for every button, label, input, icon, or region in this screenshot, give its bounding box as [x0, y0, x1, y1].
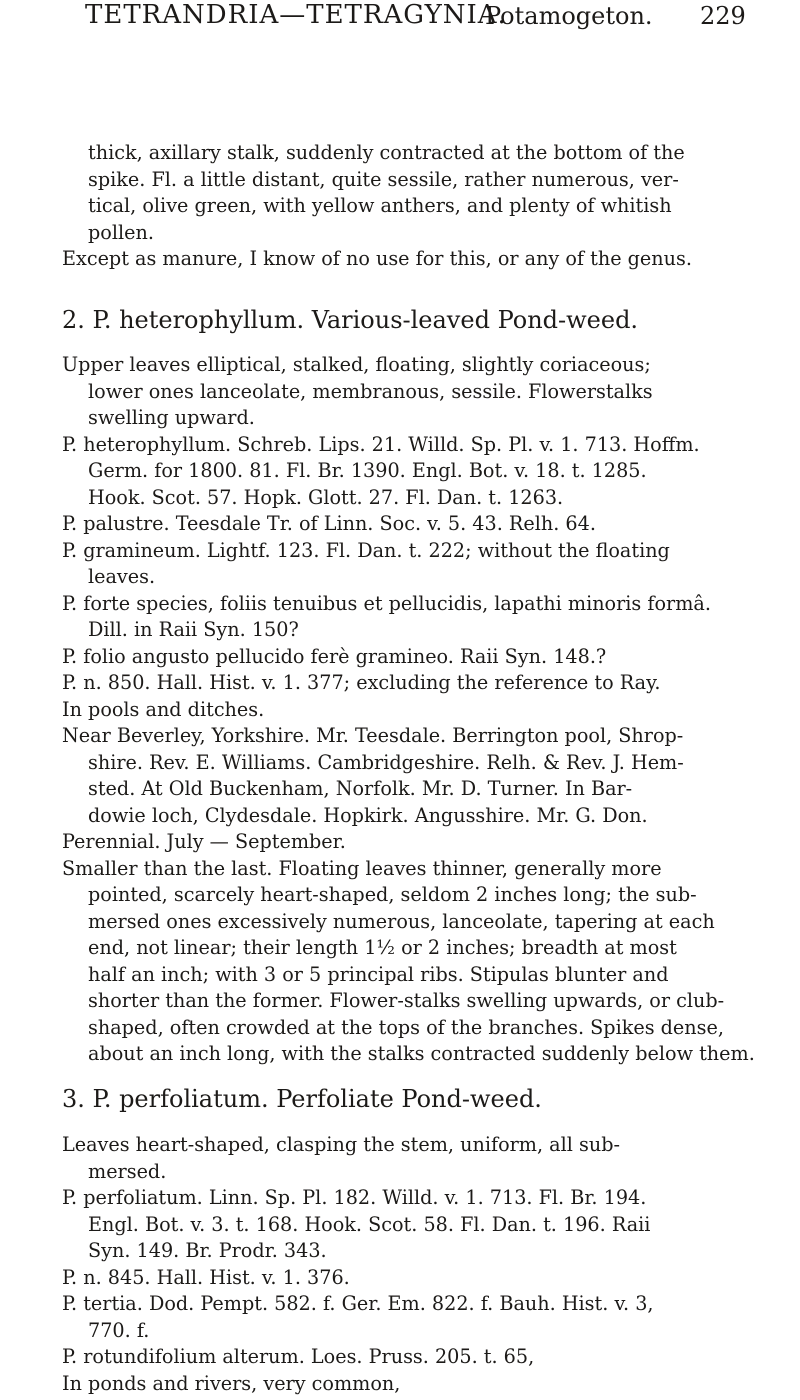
- text-line: P. forte species, foliis tenuibus et pellucidis, lapathi minoris formâ.: [62, 591, 711, 615]
- text-line: shaped, often crowded at the tops of the branches. Spikes dense,: [88, 1015, 724, 1039]
- text-line: pointed, scarcely heart-shaped, seldom 2 inches long; the sub-: [88, 883, 697, 906]
- text-line: pollen.: [88, 220, 154, 244]
- text-line: half an inch; with 3 or 5 principal ribs. Stipulas blunter and: [88, 962, 669, 986]
- text-line: sted. At Old Buckenham, Norfolk. Mr. D. Turner. In Bar-: [88, 777, 633, 800]
- text-line: thick, axillary stalk, suddenly contracted at the bottom of the: [88, 141, 685, 164]
- text-line: end, not linear; their length 1½ or 2 inches; breadth at most: [88, 936, 677, 959]
- text-line: Dill. in Raii Syn. 150?: [88, 618, 299, 641]
- text-line: 770. f.: [88, 1318, 150, 1342]
- text-line: In pools and ditches.: [62, 697, 265, 721]
- text-line: P. gramineum. Lightf. 123. Fl. Dan. t. 222; without the floating: [62, 538, 670, 562]
- running-title: TETRANDRIA—TETRAGYNIA.: [85, 0, 507, 30]
- text-line: P. tertia. Dod. Pempt. 582. f. Ger. Em. 822. f. Bauh. Hist. v. 3,: [62, 1292, 654, 1315]
- text-line: Leaves heart-shaped, clasping the stem, uniform, all sub-: [62, 1133, 620, 1156]
- text-line: P. folio angusto pellucido ferè gramineo. Raii Syn. 148.?: [62, 644, 607, 668]
- text-line: shorter than the former. Flower-stalks swelling upwards, or club-: [88, 989, 725, 1012]
- text-line: Germ. for 1800. 81. Fl. Br. 1390. Engl. Bot. v. 18. t. 1285.: [88, 459, 647, 482]
- species-2-block: [62, 352, 762, 1068]
- text-line: leaves.: [88, 565, 156, 588]
- text-line: P. perfoliatum. Linn. Sp. Pl. 182. Willd. v. 1. 713. Fl. Br. 194.: [62, 1186, 647, 1209]
- text-line: Except as manure, I know of no use for this, or any of the genus.: [62, 247, 692, 270]
- text-line: mersed.: [88, 1159, 167, 1183]
- text-line: P. heterophyllum. Schreb. Lips. 21. Willd. Sp. Pl. v. 1. 713. Hoffm.: [62, 432, 700, 456]
- text-line: P. palustre. Teesdale Tr. of Linn. Soc. v. 5. 43. Relh. 64.: [62, 512, 596, 535]
- text-line: Smaller than the last. Floating leaves thinner, generally more: [62, 856, 662, 880]
- intro-block: [62, 140, 762, 273]
- species-3-block: [62, 1132, 762, 1397]
- text-line: lower ones lanceolate, membranous, sessile. Flowerstalks: [88, 379, 653, 403]
- text-line: mersed ones excessively numerous, lanceolate, tapering at each: [88, 909, 715, 933]
- text-line: Near Beverley, Yorkshire. Mr. Teesdale. Berrington pool, Shrop-: [62, 724, 684, 747]
- text-line: Upper leaves elliptical, stalked, floating, slightly coriaceous;: [62, 353, 651, 376]
- text-line: Hook. Scot. 57. Hopk. Glott. 27. Fl. Dan. t. 1263.: [88, 485, 564, 509]
- text-line: dowie loch, Clydesdale. Hopkirk. Angusshire. Mr. G. Don.: [88, 803, 648, 827]
- text-line: P. rotundifolium alterum. Loes. Pruss. 205. t. 65,: [62, 1345, 535, 1368]
- page-number: 229: [700, 2, 746, 30]
- text-line: swelling upward.: [88, 406, 255, 429]
- text-line: Engl. Bot. v. 3. t. 168. Hook. Scot. 58. Fl. Dan. t. 196. Raii: [88, 1212, 651, 1236]
- text-line: Perennial. July — September.: [62, 830, 346, 853]
- text-line: Syn. 149. Br. Prodr. 343.: [88, 1239, 327, 1262]
- species-2-heading: 2. P. heterophyllum. Various-leaved Pond-weed.: [62, 306, 639, 334]
- text-line: tical, olive green, with yellow anthers, and plenty of whitish: [88, 194, 672, 217]
- text-line: P. n. 850. Hall. Hist. v. 1. 377; excluding the reference to Ray.: [62, 671, 661, 694]
- text-line: spike. Fl. a little distant, quite sessile, rather numerous, ver-: [88, 167, 679, 191]
- text-line: In ponds and rivers, very common,: [62, 1371, 401, 1395]
- text-line: P. n. 845. Hall. Hist. v. 1. 376.: [62, 1265, 350, 1289]
- text-line: about an inch long, with the stalks contracted suddenly below them.: [88, 1042, 755, 1065]
- text-line: shire. Rev. E. Williams. Cambridgeshire. Relh. & Rev. J. Hem-: [88, 750, 684, 774]
- species-3-heading: 3. P. perfoliatum. Perfoliate Pond-weed.: [62, 1085, 542, 1113]
- running-genus: Potamogeton.: [485, 2, 653, 30]
